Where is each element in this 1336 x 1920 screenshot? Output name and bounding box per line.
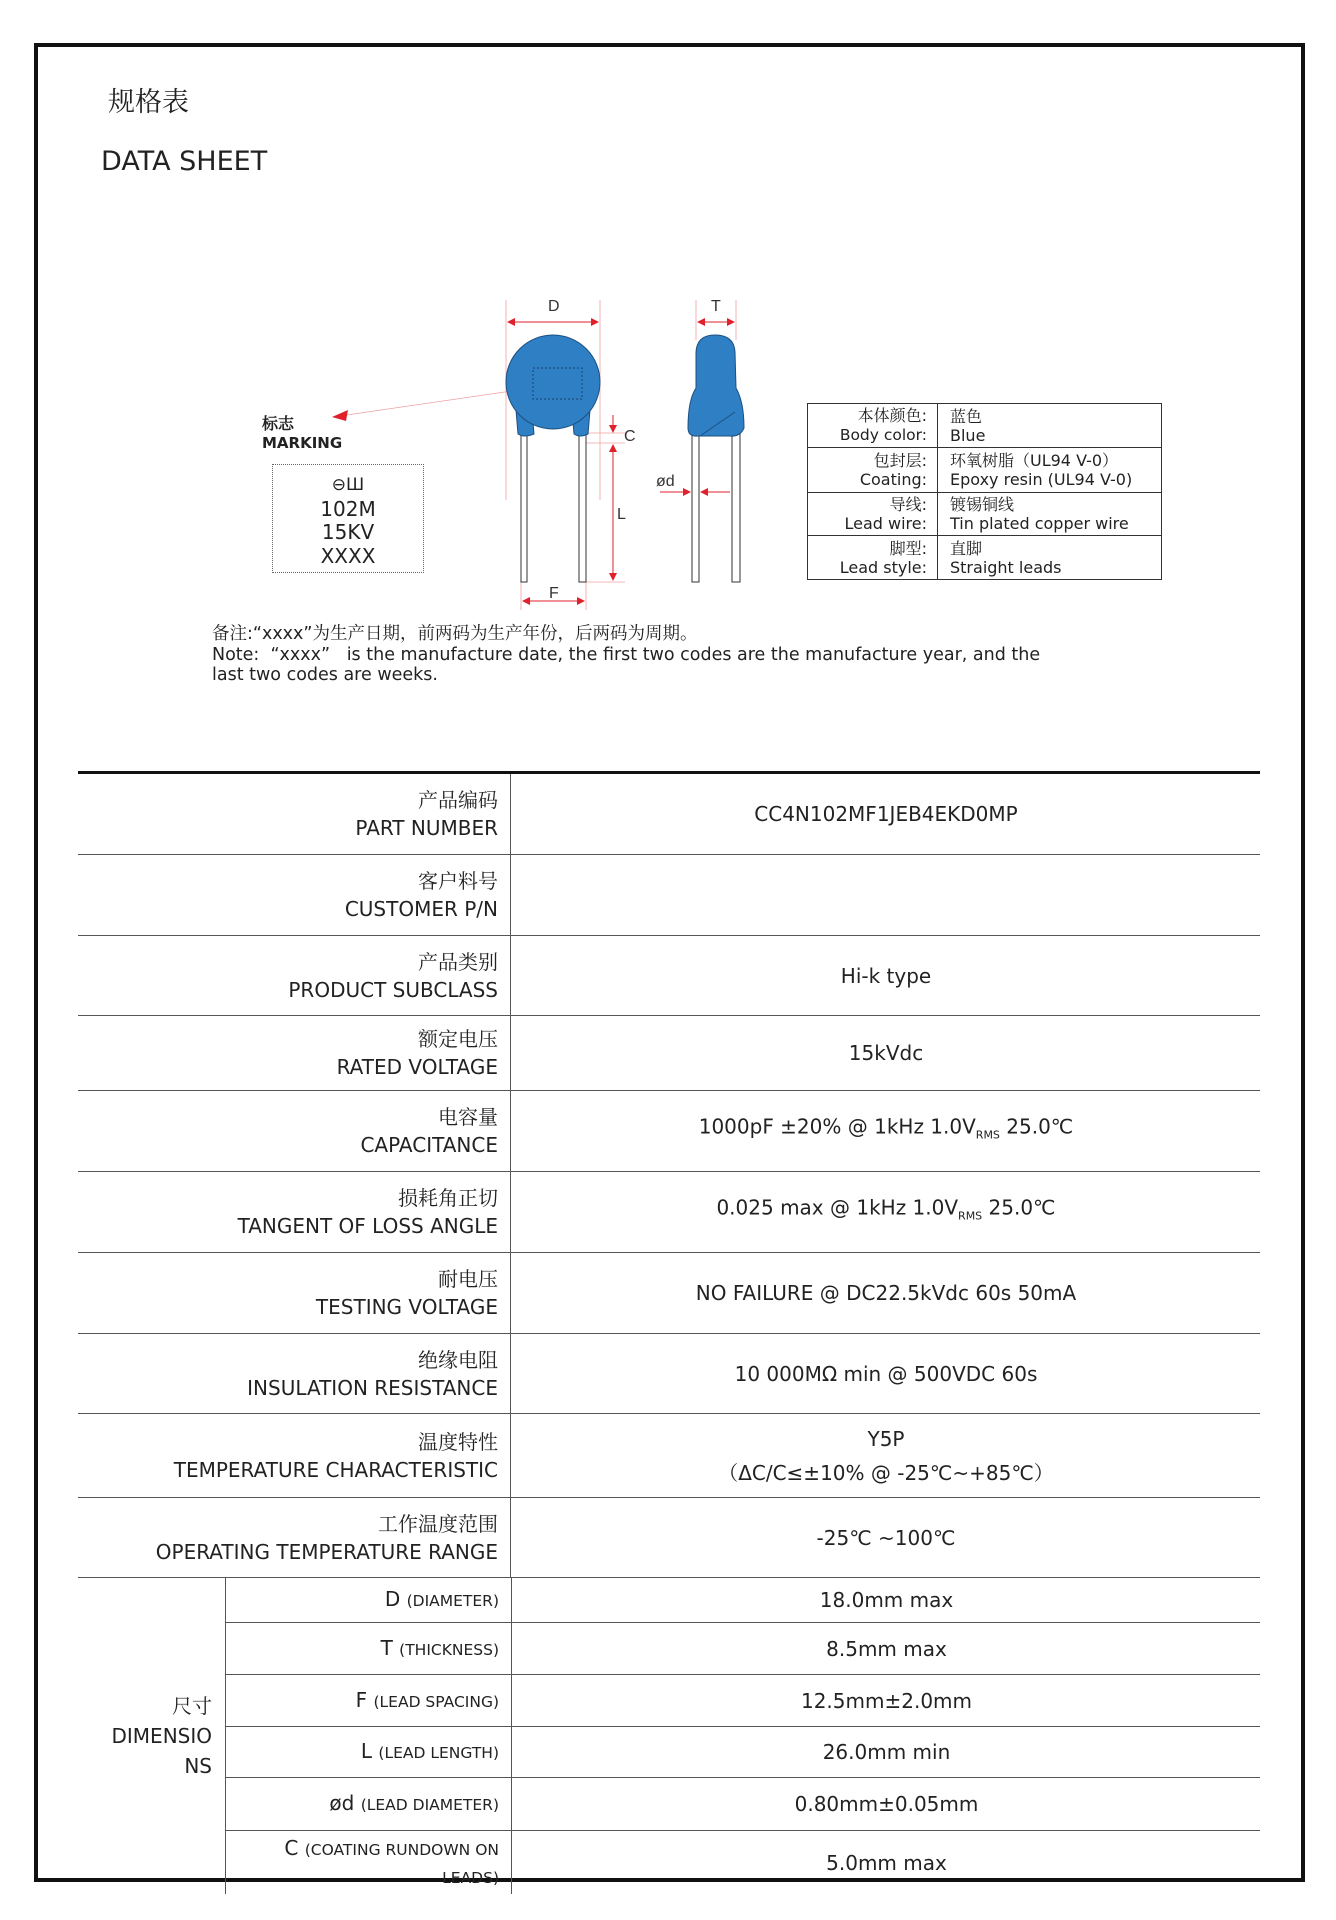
- spec-label-zh: 电容量: [438, 1105, 498, 1129]
- label-c: C: [624, 428, 636, 445]
- spec-row: [78, 855, 1260, 936]
- spec-label-en: PART NUMBER: [355, 816, 498, 840]
- column-divider: [510, 1414, 511, 1497]
- marking-logo: ⊖Ш: [331, 475, 365, 495]
- spec-value: [512, 1521, 1260, 1555]
- column-divider: [511, 1727, 512, 1777]
- prop-val-zh: 镀锡铜线: [950, 495, 1015, 514]
- spec-label-en: PRODUCT SUBCLASS: [288, 977, 498, 1002]
- spec-value: [512, 1357, 1260, 1391]
- spec-label: [78, 1025, 498, 1081]
- spec-value: [512, 1191, 1260, 1234]
- dimension-value: 18.0mm max: [819, 1588, 954, 1612]
- value-text: 1000pF ±20% @ 1kHz 1.0V: [698, 1114, 976, 1139]
- dim-symbol: C: [284, 1835, 299, 1860]
- prop-key-en: Body color:: [839, 426, 927, 444]
- dimension-label: [226, 1585, 499, 1615]
- prop-val-zh: 蓝色: [950, 406, 983, 426]
- dim-name: (THICKNESS): [399, 1640, 499, 1659]
- prop-val-zh: 环氧树脂（UL94 V-0）: [950, 451, 1119, 470]
- prop-val-en: Tin plated copper wire: [950, 514, 1129, 533]
- column-divider: [511, 1778, 512, 1830]
- dimensions-label-zh: 尺寸: [172, 1694, 212, 1718]
- spec-row: [78, 1016, 1260, 1091]
- value-suffix: 25.0℃: [999, 1114, 1074, 1139]
- dimension-value: 26.0mm min: [822, 1740, 951, 1764]
- spec-label-en: RATED VOLTAGE: [336, 1055, 498, 1079]
- column-divider: [510, 1334, 511, 1413]
- spec-label-en: TANGENT OF LOSS ANGLE: [237, 1214, 498, 1238]
- spec-row: [78, 1172, 1260, 1253]
- value-line2: （ΔC/C≤±10% @ -25℃~+85℃）: [718, 1460, 1054, 1485]
- dimension-label: [226, 1789, 499, 1819]
- spec-label-zh: 温度特性: [418, 1429, 498, 1454]
- column-divider: [511, 1831, 512, 1894]
- marking-label-zh: 标志: [262, 414, 295, 433]
- spec-label-zh: 损耗角正切: [398, 1186, 498, 1210]
- spec-label: [78, 948, 498, 1004]
- value-suffix: 25.0℃: [982, 1195, 1056, 1220]
- spec-row: [78, 1498, 1260, 1578]
- prop-key-zh: 脚型:: [889, 538, 927, 558]
- prop-key-en: Lead style:: [839, 557, 927, 577]
- value-subscript: RMS: [958, 1209, 983, 1223]
- capacitor-side-view: [688, 335, 744, 582]
- marking-line: 15KV: [321, 520, 375, 544]
- spec-label: [78, 1428, 498, 1484]
- prop-val-en: Straight leads: [950, 557, 1062, 577]
- spec-label-zh: 产品编码: [418, 788, 498, 812]
- dimension-row: [226, 1675, 1260, 1727]
- dimension-row: [226, 1727, 1260, 1778]
- spec-label: [78, 867, 498, 923]
- note-en: Note: “xxxx” is the manufacture date, the first two codes are the manufacture year, and the: [212, 645, 1041, 665]
- value-text: 10 000MΩ min @ 500VDC 60s: [734, 1361, 1038, 1386]
- title-zh: 规格表: [108, 87, 189, 118]
- spec-row: [78, 936, 1260, 1016]
- dim-name: (LEAD DIAMETER): [360, 1796, 499, 1814]
- spec-label: [78, 1510, 498, 1566]
- note-en-cont: last two codes are weeks.: [212, 665, 438, 685]
- spec-label-zh: 绝缘电阻: [418, 1347, 498, 1372]
- spec-row: [78, 1334, 1260, 1414]
- spec-label: [78, 1346, 498, 1402]
- label-d: D: [548, 298, 560, 315]
- capacitor-front-view: [506, 335, 600, 582]
- dim-symbol: ød: [329, 1791, 355, 1815]
- prop-val-zh: 直脚: [950, 538, 983, 558]
- spec-label: [78, 1184, 498, 1240]
- label-f: F: [549, 585, 559, 602]
- dimension-value: 0.80mm±0.05mm: [794, 1792, 979, 1816]
- column-divider: [510, 1091, 511, 1171]
- dimension-value: 12.5mm±2.0mm: [800, 1688, 973, 1713]
- prop-val-en: Blue: [950, 425, 986, 445]
- dimension-label: [226, 1835, 499, 1891]
- value-text: Y5P: [867, 1426, 905, 1451]
- spec-row: [78, 774, 1260, 855]
- prop-key-en: Lead wire:: [844, 514, 927, 533]
- dim-symbol: D: [384, 1587, 401, 1611]
- spec-value: [512, 1110, 1260, 1153]
- marking-line: 102M: [320, 497, 376, 521]
- column-divider: [511, 1675, 512, 1726]
- spec-label: [78, 1103, 498, 1159]
- dimension-row: [226, 1831, 1260, 1894]
- spec-label-zh: 额定电压: [418, 1027, 498, 1051]
- dimension-row: [226, 1778, 1260, 1831]
- column-divider: [510, 1172, 511, 1252]
- label-t: T: [711, 298, 721, 315]
- spec-label-en: CUSTOMER P/N: [344, 897, 498, 921]
- value-text: -25℃ ~100℃: [816, 1525, 956, 1550]
- spec-label: [78, 1265, 498, 1321]
- spec-label-zh: 耐电压: [438, 1267, 498, 1291]
- properties-table: [807, 403, 1162, 580]
- spec-label-en: INSULATION RESISTANCE: [247, 1375, 498, 1400]
- spec-label-en: OPERATING TEMPERATURE RANGE: [155, 1539, 498, 1564]
- marking-pointer-arrow: [332, 410, 348, 421]
- dim-name: (DIAMETER): [406, 1592, 499, 1610]
- spec-table: [78, 771, 1260, 1894]
- spec-row: [78, 1414, 1260, 1498]
- value-text: CC4N102MF1JEB4EKD0MP: [754, 802, 1018, 826]
- marking-label-en: MARKING: [262, 434, 343, 452]
- spec-label-zh: 客户料号: [418, 869, 498, 893]
- spec-label: [78, 786, 498, 842]
- spec-value: [512, 1036, 1260, 1070]
- dimension-label: [226, 1686, 499, 1716]
- note-zh: 备注:“xxxx”为生产日期，前两码为生产年份，后两码为周期。: [212, 624, 698, 644]
- value-text: 15kVdc: [848, 1041, 924, 1065]
- value-text: NO FAILURE @ DC22.5kVdc 60s 50mA: [695, 1281, 1077, 1305]
- spec-row: [78, 1091, 1260, 1172]
- dimensions-label-en: DIMENSIO: [111, 1724, 212, 1748]
- dimension-row: [226, 1578, 1260, 1623]
- value-text: Hi-k type: [840, 963, 932, 988]
- column-divider: [510, 1498, 511, 1577]
- column-divider: [510, 1016, 511, 1090]
- dim-name-cont: LEADS): [442, 1868, 499, 1887]
- value-text: 0.025 max @ 1kHz 1.0V: [716, 1195, 959, 1220]
- prop-key-en: Coating:: [859, 470, 927, 489]
- dimension-value: 8.5mm max: [826, 1636, 947, 1661]
- label-l: L: [617, 506, 626, 523]
- column-divider: [510, 855, 511, 935]
- column-divider: [511, 1578, 512, 1622]
- spec-row: [78, 1253, 1260, 1334]
- prop-key-zh: 导线:: [889, 495, 927, 514]
- dim-name: (LEAD LENGTH): [378, 1744, 499, 1762]
- dim-symbol: L: [360, 1739, 373, 1763]
- spec-value: [512, 797, 1260, 831]
- dimension-label: [226, 1737, 499, 1767]
- dim-name: (COATING RUNDOWN ON: [304, 1840, 499, 1859]
- column-divider: [510, 936, 511, 1015]
- spec-value: [512, 959, 1260, 993]
- dimensions-section: [78, 1578, 1260, 1894]
- dimensions-label: [78, 1691, 212, 1781]
- spec-label-zh: 产品类别: [418, 949, 498, 974]
- dim-name: (LEAD SPACING): [373, 1692, 499, 1711]
- spec-label-en: TESTING VOLTAGE: [315, 1295, 498, 1319]
- value-subscript: RMS: [975, 1128, 1000, 1142]
- dim-symbol: T: [380, 1635, 393, 1660]
- dimension-value: 5.0mm max: [826, 1850, 947, 1875]
- marking-line: XXXX: [320, 544, 376, 568]
- marking-box: [272, 464, 424, 573]
- column-divider: [510, 774, 511, 854]
- prop-val-en: Epoxy resin (UL94 V-0): [950, 470, 1133, 489]
- spec-label-zh: 工作温度范围: [378, 1511, 498, 1536]
- column-divider: [510, 1253, 511, 1333]
- spec-label-en: CAPACITANCE: [360, 1133, 498, 1157]
- dimension-row: [226, 1623, 1260, 1675]
- label-od: ød: [656, 473, 675, 490]
- dimensions-label-en-cont: NS: [184, 1754, 212, 1778]
- column-divider: [511, 1623, 512, 1674]
- spec-value: [512, 1422, 1260, 1490]
- prop-key-zh: 本体颜色:: [857, 406, 927, 425]
- prop-key-zh: 包封层:: [873, 451, 927, 470]
- spec-value: [512, 1276, 1260, 1310]
- title-en: DATA SHEET: [101, 146, 268, 177]
- spec-label-en: TEMPERATURE CHARACTERISTIC: [173, 1457, 498, 1482]
- dim-symbol: F: [355, 1687, 368, 1712]
- dimension-label: [226, 1634, 499, 1664]
